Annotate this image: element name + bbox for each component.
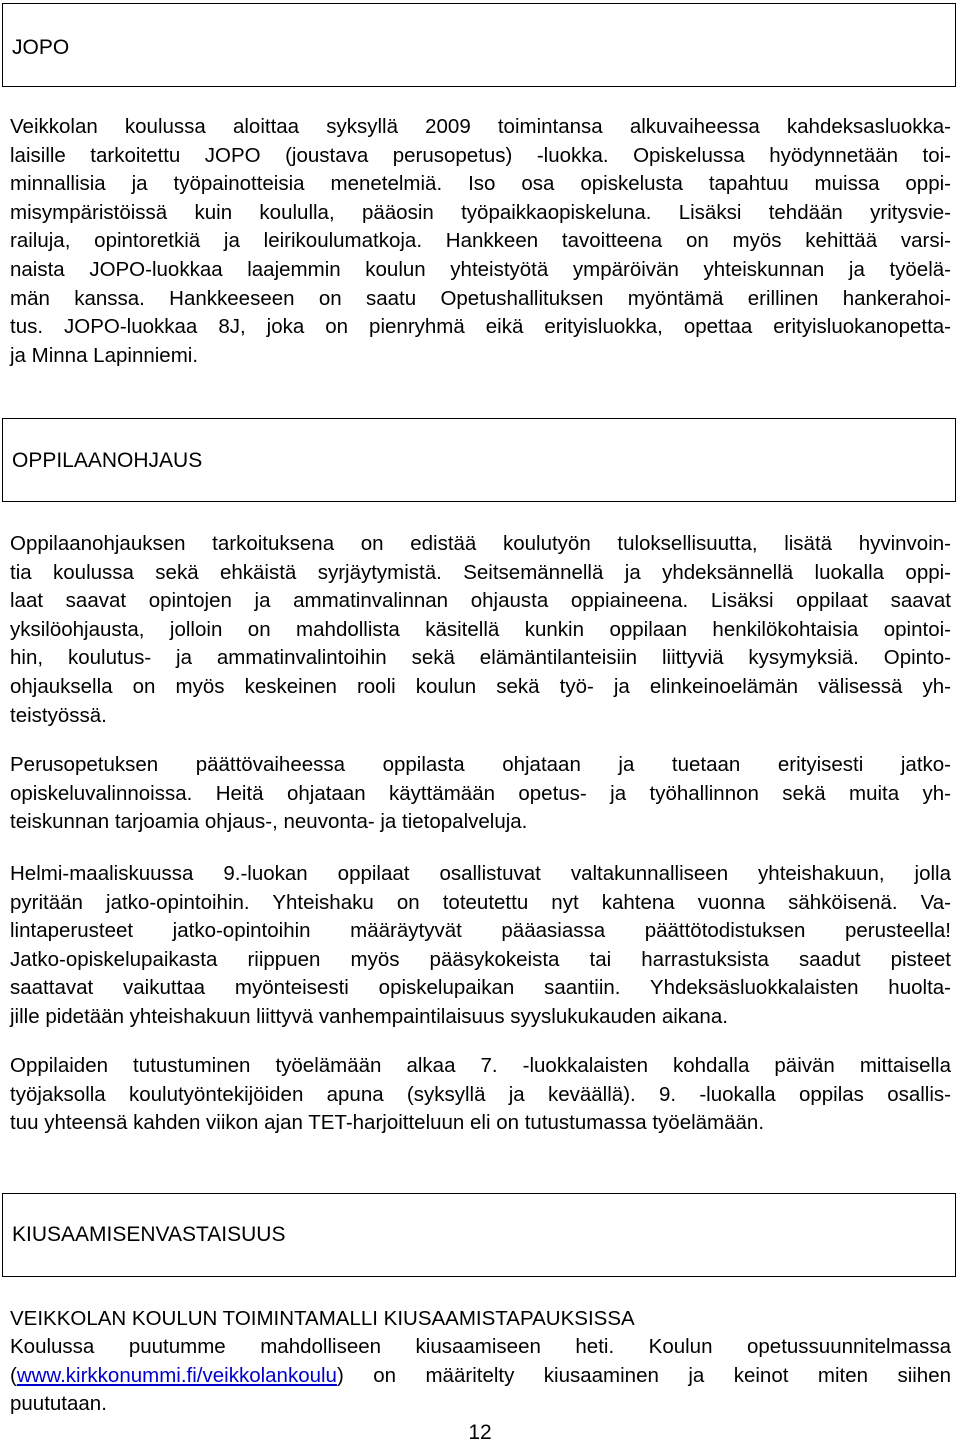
- kirkkonummi-link[interactable]: www.kirkkonummi.fi/veikkolankoulu: [16, 1363, 337, 1387]
- paragraph-oppilaanohjaus-1: [10, 530, 951, 730]
- text-line: män kanssa. Hankkeeseen on saatu Opetushallituksen myöntämä erillinen hankerahoi-: [10, 286, 951, 310]
- text-line: laat saavat opintojen ja ammatinvalinnan ohjausta oppiaineena. Lisäksi oppilaat saavat: [10, 589, 951, 613]
- paren-open: (: [10, 1363, 17, 1387]
- text-line: ja Minna Lapinniemi.: [10, 343, 199, 367]
- paragraph-oppilaanohjaus-3: [10, 860, 951, 1032]
- heading-box-kiusaaminen: [2, 1193, 956, 1277]
- text-line: railuja, opintoretkiä ja leirikoulumatkoja. Hankkeen tavoitteena on myös kehittää varsi-: [10, 229, 951, 253]
- page-number: 12: [468, 1421, 492, 1444]
- text-line: ohjauksella on myös keskeinen rooli koulun sekä työ- ja elinkeinoelämän välisessä yh-: [10, 674, 951, 698]
- text-line: teistyössä.: [10, 703, 107, 727]
- heading-box-oppilaanohjaus: [2, 418, 956, 502]
- text-after-link: ) on määritelty kiusaaminen ja keinot miten siihen: [336, 1363, 951, 1387]
- paragraph-oppilaanohjaus-2: [10, 751, 951, 837]
- text-line: tus. JOPO-luokkaa 8J, joka on pienryhmä eikä erityisluokka, opettaa erityisluokanopetta-: [10, 315, 951, 339]
- text-line: Perusopetuksen päättövaiheessa oppilasta ohjataan ja tuetaan erityisesti jatko-: [10, 753, 951, 776]
- text-line: Jatko-opiskelupaikasta riippuen myös pääsykokeista tai harrastuksista saadut pisteet: [10, 947, 951, 971]
- section-heading-kiusaaminen: KIUSAAMISENVASTAISUUS: [12, 1223, 286, 1246]
- text-line: pyritään jatko-opintoihin. Yhteishaku on toteutettu nyt kahtena vuonna sähköisenä. Va-: [10, 890, 951, 914]
- text-line: Koulussa puutumme mahdolliseen kiusaamiseen heti. Koulun opetussuunnitelmassa: [10, 1335, 951, 1358]
- text-line: minnallisia ja työpainotteisia menetelmiä. Iso osa opiskelusta tapahtuu muissa oppi-: [10, 172, 951, 196]
- text-line: yksilöohjausta, jolloin on mahdollista käsitellä kunkin oppilaan henkilökohtaisia opintoi-: [10, 617, 951, 641]
- text-line: laisille tarkoitettu JOPO (joustava perusopetus) -luokka. Opiskelussa hyödynnetään toi-: [10, 143, 951, 167]
- text-line: hin, koulutus- ja ammatinvalintoihin sekä elämäntilanteisiin liittyviä kysymyksiä. Opinto-: [10, 646, 951, 670]
- text-line: teiskunnan tarjoamia ohjaus-, neuvonta- ja tietopalveluja.: [10, 810, 528, 834]
- text-line: tuu yhteensä kahden viikon ajan TET-harjoitteluun eli on tutustumassa työelämään.: [10, 1111, 765, 1135]
- text-line: Oppilaiden tutustuminen työelämään alkaa 7. -luokkalaisten kohdalla päivän mittaisella: [10, 1054, 951, 1077]
- subheading-toimintamalli: VEIKKOLAN KOULUN TOIMINTAMALLI KIUSAAMISTAPAUKSISSA: [10, 1307, 635, 1330]
- text-line: saattavat vaikuttaa myönteisesti opiskelupaikan saantiin. Yhdeksäsluokkalaisten huolta-: [10, 976, 951, 1000]
- paragraph-jopo: [10, 113, 951, 370]
- text-line: naista JOPO-luokkaa laajemmin koulun yhteistyötä ympäröivän yhteiskunnan ja työelä-: [10, 257, 951, 281]
- text-line: Oppilaanohjauksen tarkoituksena on edistää koulutyön tuloksellisuutta, lisätä hyvinvoin-: [10, 532, 951, 555]
- paragraph-kiusaaminen: [10, 1333, 951, 1419]
- paragraph-oppilaanohjaus-4: [10, 1052, 951, 1138]
- section-heading-jopo: JOPO: [12, 36, 70, 59]
- text-line: Veikkolan koulussa aloittaa syksyllä 2009 toimintansa alkuvaiheessa kahdeksasluokka-: [10, 115, 951, 138]
- text-line: jille pidetään yhteishakuun liittyvä vanhempaintilaisuus syyslukukauden aikana.: [10, 1004, 728, 1028]
- text-line-with-link: [10, 1362, 951, 1391]
- section-heading-oppilaanohjaus: OPPILAANOHJAUS: [12, 449, 203, 472]
- text-line: Helmi-maaliskuussa 9.-luokan oppilaat osallistuvat valtakunnalliseen yhteishakuun, jolla: [10, 862, 951, 885]
- text-line: lintaperusteet jatko-opintoihin määräytyvät pääasiassa päättötodistuksen perusteella!: [10, 919, 951, 943]
- text-line: työjaksolla koulutyöntekijöiden apuna (syksyllä ja keväällä). 9. -luokalla oppilas osallis-: [10, 1082, 951, 1106]
- text-line: misympäristöissä kuin koululla, pääosin työpaikkaopiskeluna. Lisäksi tehdään yritysvie-: [10, 200, 951, 224]
- text-line: tia koulussa sekä ehkäistä syrjäytymistä. Seitsemännellä ja yhdeksännellä luokalla oppi-: [10, 560, 951, 584]
- heading-box-jopo: [2, 3, 956, 87]
- text-line: puututaan.: [10, 1392, 107, 1416]
- text-line: opiskeluvalinnoissa. Heitä ohjataan käyttämään opetus- ja työhallinnon sekä muita yh-: [10, 781, 951, 805]
